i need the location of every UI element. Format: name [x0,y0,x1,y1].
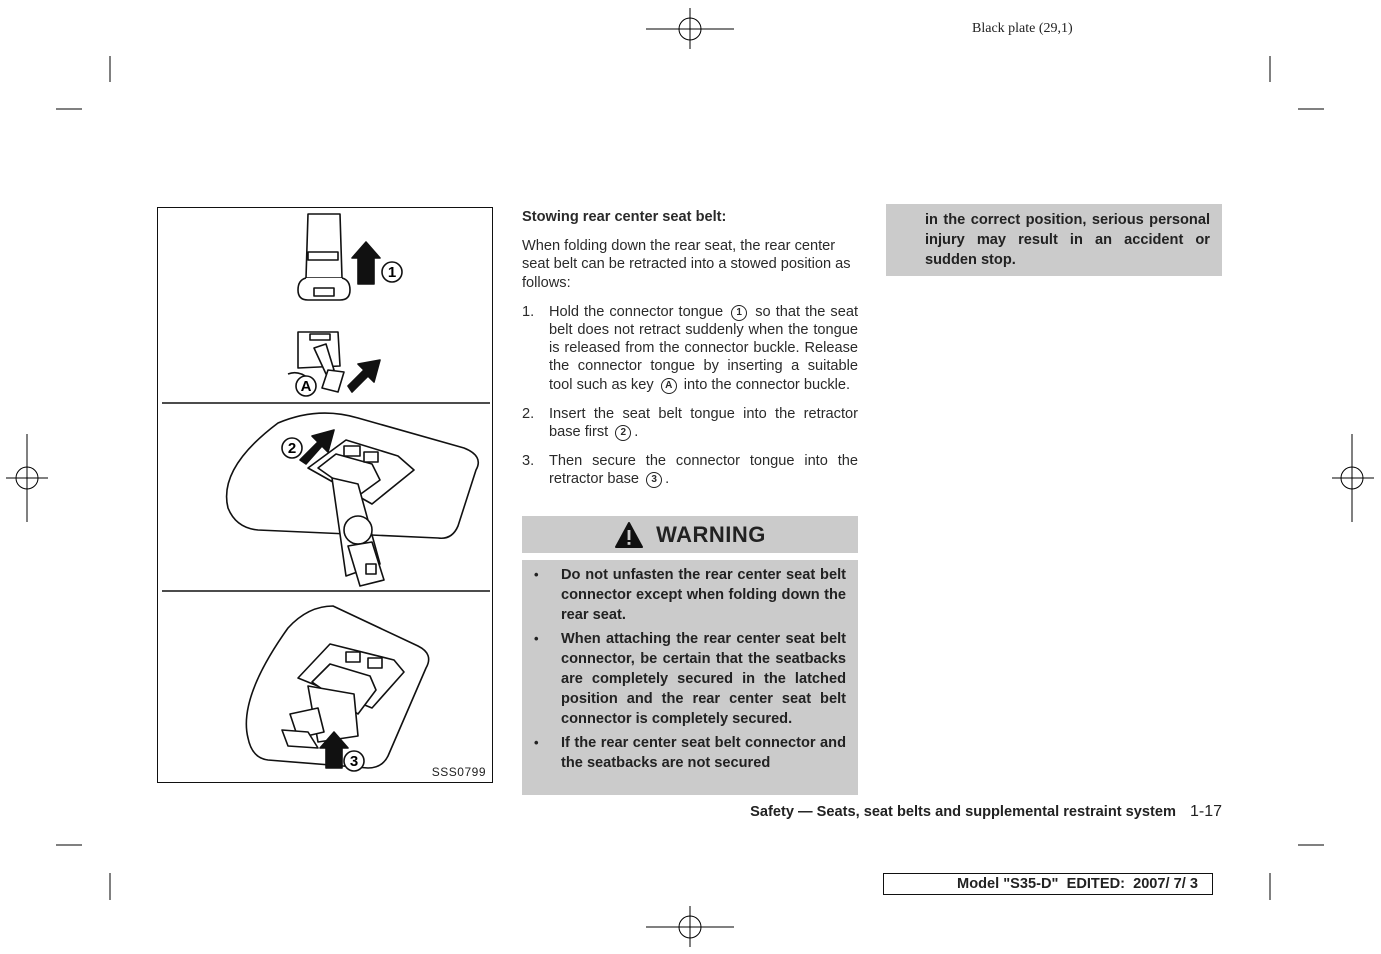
step-text-part: . [665,471,670,488]
bullet: • [534,631,539,646]
section-heading: Stowing rear center seat belt: [522,209,727,225]
callout-1: 1 [387,264,397,281]
bullet: • [534,567,539,582]
warning-triangle-icon [614,521,644,549]
warning-continued: in the correct position, serious personal injury may result in an accident or sudden stop. [886,204,1222,276]
instructions-column [522,208,858,500]
step-text [549,452,858,488]
step-text [549,303,858,394]
callout-1-inline: 1 [731,305,747,321]
step-text-part: Insert the seat belt tongue into the retractor base first [549,405,858,441]
step-3 [522,452,858,488]
callout-A-inline: A [661,378,677,394]
step-1 [522,303,858,394]
warning-header [522,516,858,553]
page-footer [600,803,1222,821]
warning-item-text: When attaching the rear center seat belt connector, be certain that the seatbacks are completely secured in the latched position and the rear center seat belt connector is completely secured. [561,631,846,727]
figure-code: SSS0799 [431,765,486,779]
step-text-part: . [634,424,639,441]
warning-item-text: If the rear center seat belt connector and the seatbacks are not secured [561,735,846,771]
step-2 [522,405,858,441]
step-text-part: Hold the connector tongue [549,303,724,320]
warning-item [534,629,846,729]
callout-3-inline: 3 [646,472,662,488]
step-text-part: into the connector buckle. [683,376,851,393]
step-number: 1. [522,303,535,320]
callout-3: 3 [349,753,359,770]
step-text-part: Then secure the connector tongue into the retractor base [549,453,858,488]
model-code: "S35-D" [1003,876,1059,892]
black-plate-label: Black plate (29,1) [972,21,1073,36]
warning-title: WARNING [656,521,766,547]
step-number: 2. [522,405,535,422]
model-label: Model [957,876,1004,892]
footer-section-title: Safety — Seats, seat belts and supplemental restraint system [750,804,1176,820]
edited-date: EDITED: 2007/ 7/ 3 [1058,876,1198,892]
callout-2-inline: 2 [615,425,631,441]
callout-A: A [300,378,312,395]
bullet: • [534,735,539,750]
warning-item [534,565,846,625]
warning-item-text: Do not unfasten the rear center seat belt connector except when folding down the rear seat. [561,567,846,623]
model-box [883,873,1213,895]
step-text-part: so that the seat belt does not retract suddenly when the tongue is released from the connector buckle. Release the connector tongue by inserting a suitable tool such as key [549,303,858,393]
step-text [549,405,858,441]
illustration-svg [158,208,494,784]
warning-body [522,560,858,795]
step-number: 3. [522,453,535,470]
page-number: 1-17 [1189,803,1222,820]
callout-2: 2 [287,440,297,457]
warning-item [534,733,846,773]
intro-paragraph: When folding down the rear seat, the rear center seat belt can be retracted into a stowed position as follows: [522,238,851,291]
seat-belt-illustration [157,207,493,783]
